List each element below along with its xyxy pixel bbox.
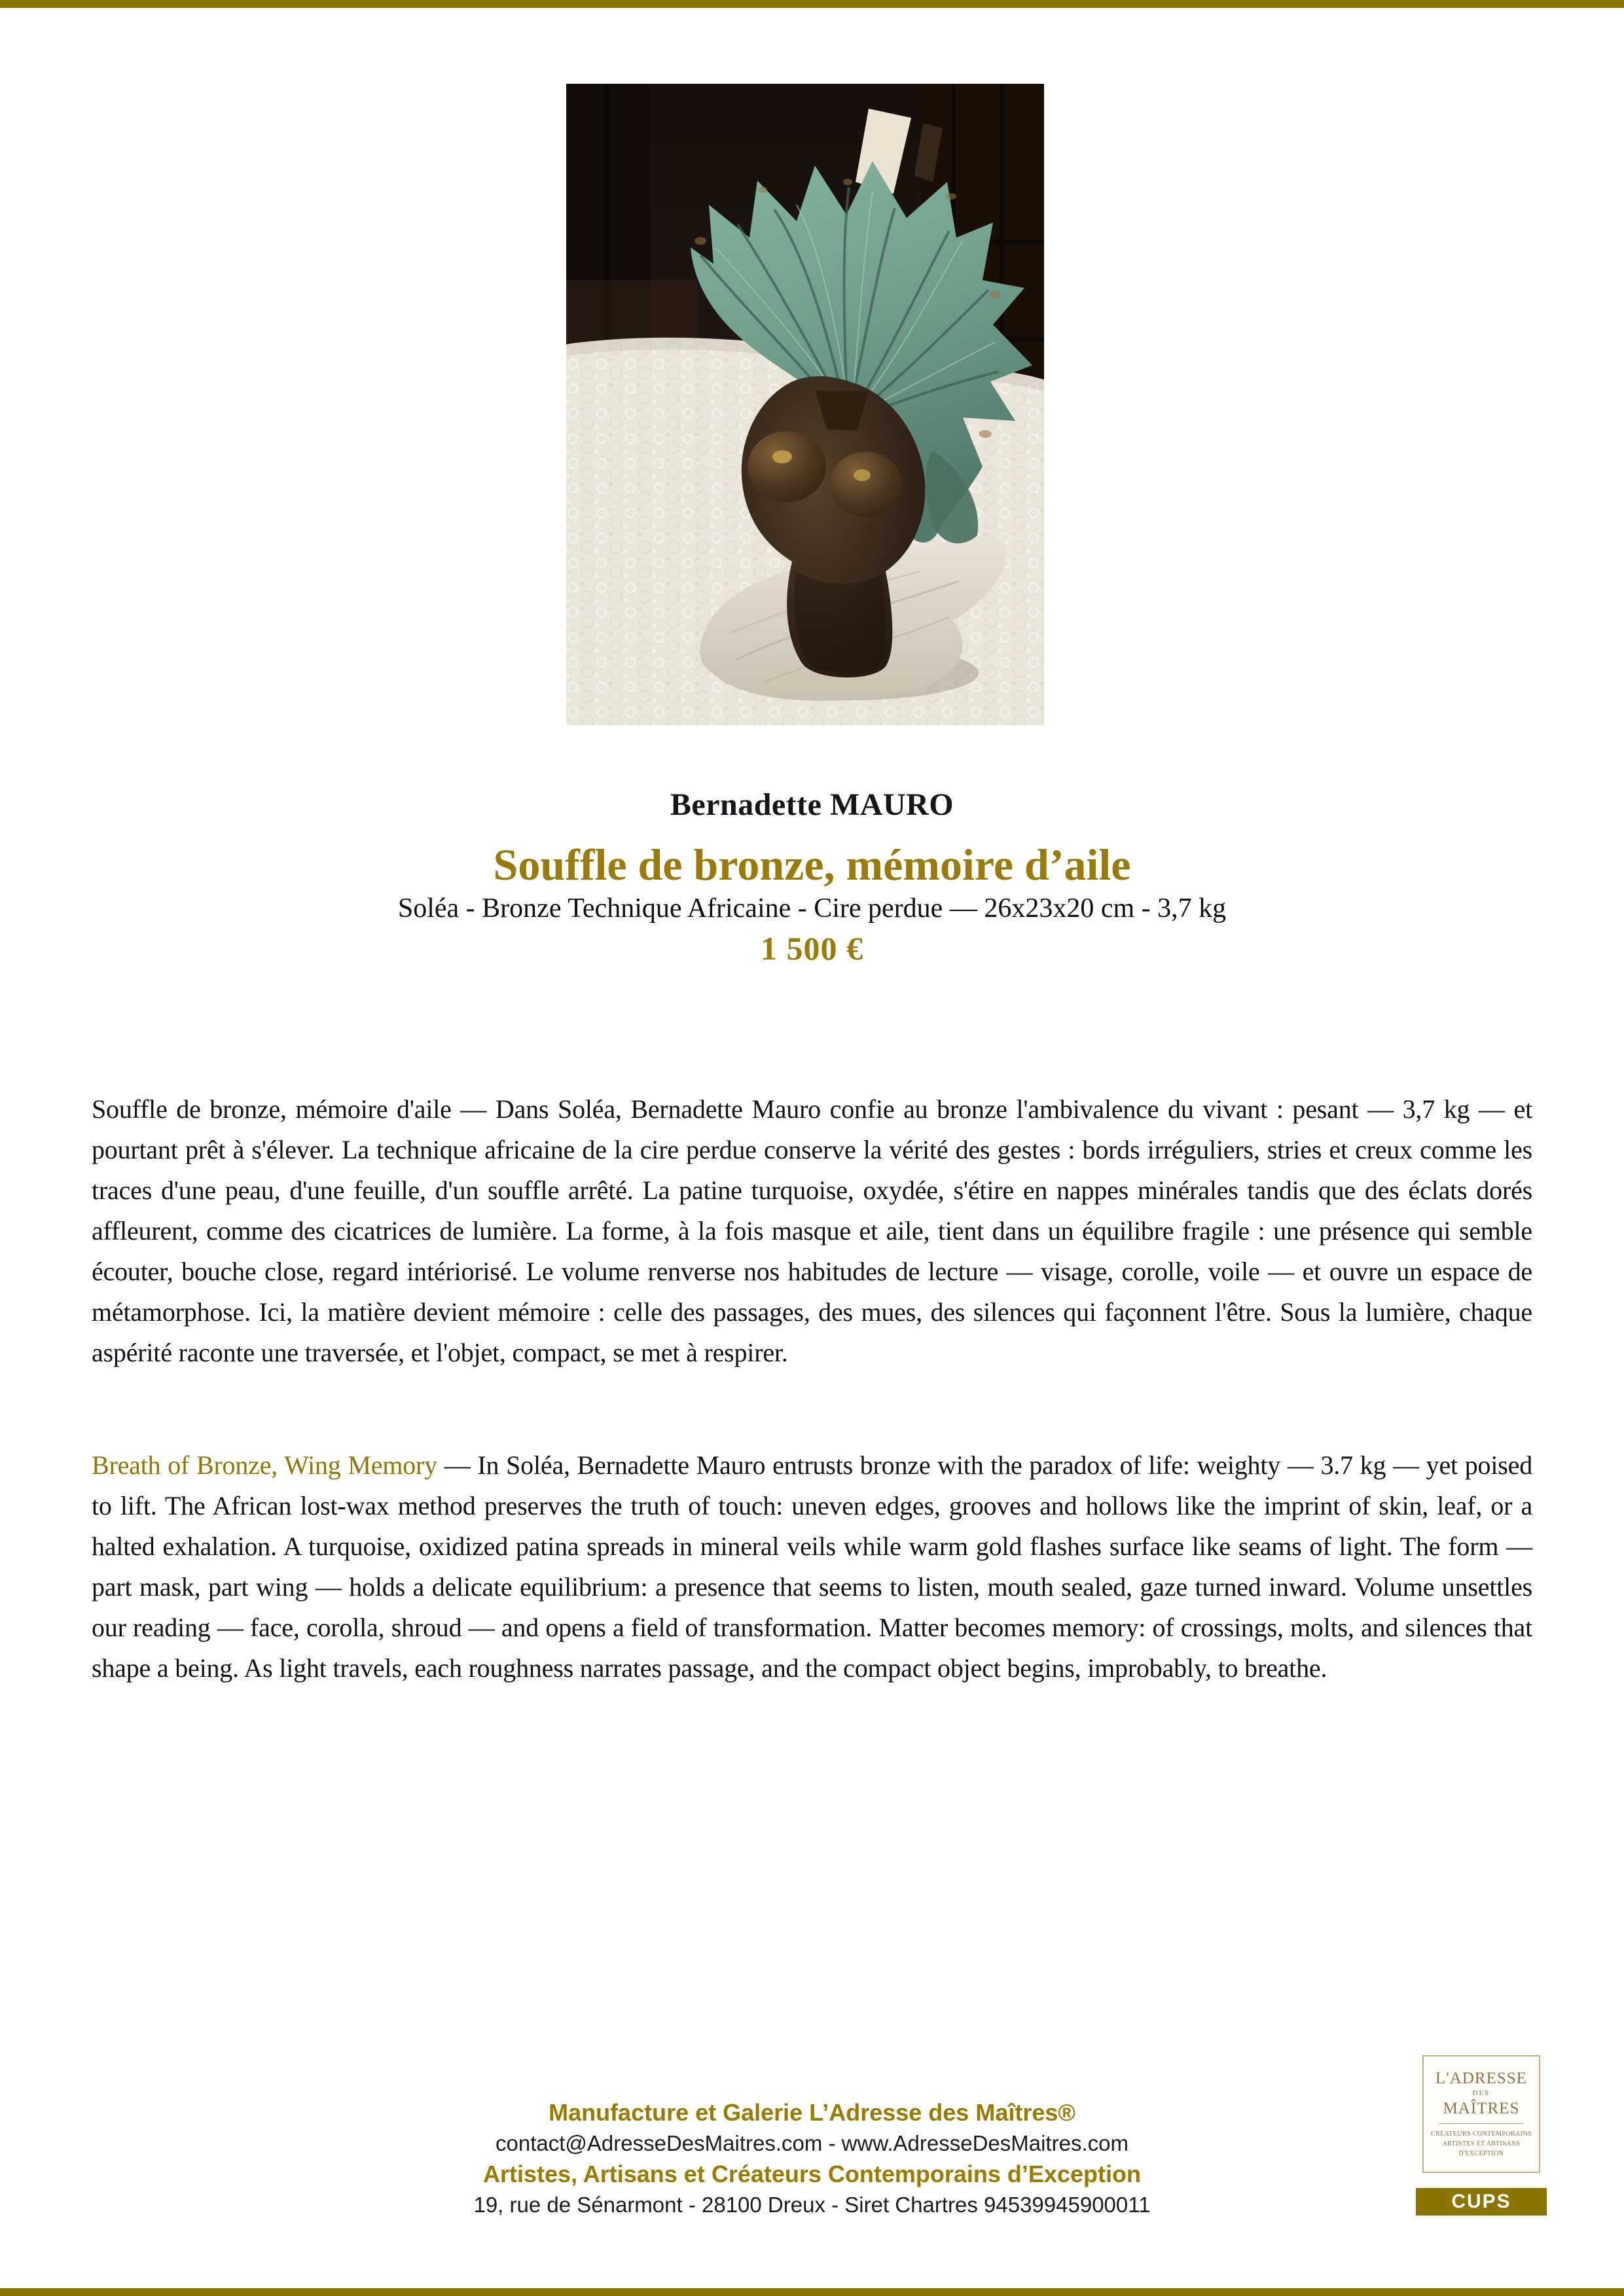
footer-contact-line: contact@AdresseDesMaitres.com - www.AdresseDesMaitres.com [496, 2131, 1128, 2155]
footer-tagline: Artistes, Artisans et Créateurs Contemporains d’Exception [483, 2161, 1141, 2187]
logo-subline-2: ARTISTES ET ARTISANS [1442, 2140, 1521, 2147]
footer [0, 2097, 1624, 2220]
description-english-lead: Breath of Bronze, Wing Memory [92, 1450, 437, 1480]
artwork-price: 1 500 € [761, 930, 863, 967]
footer-gallery-name: Manufacture et Galerie L’Adresse des Maîtres® [549, 2099, 1075, 2126]
description-french: Souffle de bronze, mémoire d'aile — Dans Soléa, Bernadette Mauro confie au bronze l'ambivalence du vivant : pesant — 3,7 kg — et pourtant prêt à s'élever. La technique africaine de la cire perdue conserve la vérité des gestes : bords irréguliers, stries et creux comme les traces d'une peau, d'une feuille, d'un souffle arrêté. La patine turquoise, oxydée, s'étire en nappes minérales tandis que des éclats dorés affleurent, comme des cicatrices de lumière. La forme, à la fois masque et aile, tient dans un équilibre fragile : une présence qui semble écouter, bouche close, regard intériorisé. Le volume renverse nos habitudes de lecture — visage, corolle, voile — et ouvre un espace de métamorphose. Ici, la matière devient mémoire : celle des passages, des mues, des silences qui façonnent l'être. Sous la lumière, chaque aspérité raconte une traversée, et l'objet, compact, se met à respirer. [92, 1094, 1532, 1367]
logo-line-3: MAÎTRES [1443, 2100, 1520, 2117]
artist-name: Bernadette MAURO [670, 787, 954, 822]
artwork-photo [566, 84, 1044, 725]
page-top-border [0, 0, 1624, 8]
cups-badge: CUPS [1416, 2188, 1547, 2215]
description-english [92, 1445, 1532, 1689]
logo-divider [1439, 2123, 1524, 2124]
description-english-body: — In Soléa, Bernadette Mauro entrusts bronze with the paradox of life: weighty — 3.7 kg — yet poised to lift. The African lost-wax method preserves the truth of touch: uneven edges, grooves and hollows like the imprint of skin, leaf, or a halted exhalation. A turquoise, oxidized patina spreads in mineral veils while warm gold flashes surface like seams of light. The form — part mask, part wing — holds a delicate equilibrium: a presence that seems to listen, mouth sealed, gaze turned inward. Volume unsettles our reading — face, corolla, shroud — and opens a field of transformation. Matter becomes memory: of crossings, molts, and silences that shape a being. As light travels, each roughness narrates passage, and the compact object begins, improbably, to breathe. [92, 1450, 1532, 1683]
footer-address-line: 19, rue de Sénarmont - 28100 Dreux - Siret Chartres 94539945900011 [473, 2193, 1151, 2217]
logo-line-1: L'ADRESSE [1435, 2070, 1527, 2087]
artwork-title: Souffle de bronze, mémoire d’aile [493, 840, 1131, 889]
page-bottom-border [0, 2288, 1624, 2296]
logo-subline-1: CRÉATEURS CONTEMPORAINS [1431, 2130, 1532, 2138]
artwork-specs: Soléa - Bronze Technique Africaine - Cire perdue — 26x23x20 cm - 3,7 kg [397, 893, 1227, 924]
sculpture-illustration [566, 84, 1044, 725]
logo-subline-3: D'EXCEPTION [1458, 2150, 1504, 2157]
gallery-logo [1422, 2055, 1540, 2173]
logo-line-2: DES [1472, 2089, 1490, 2097]
